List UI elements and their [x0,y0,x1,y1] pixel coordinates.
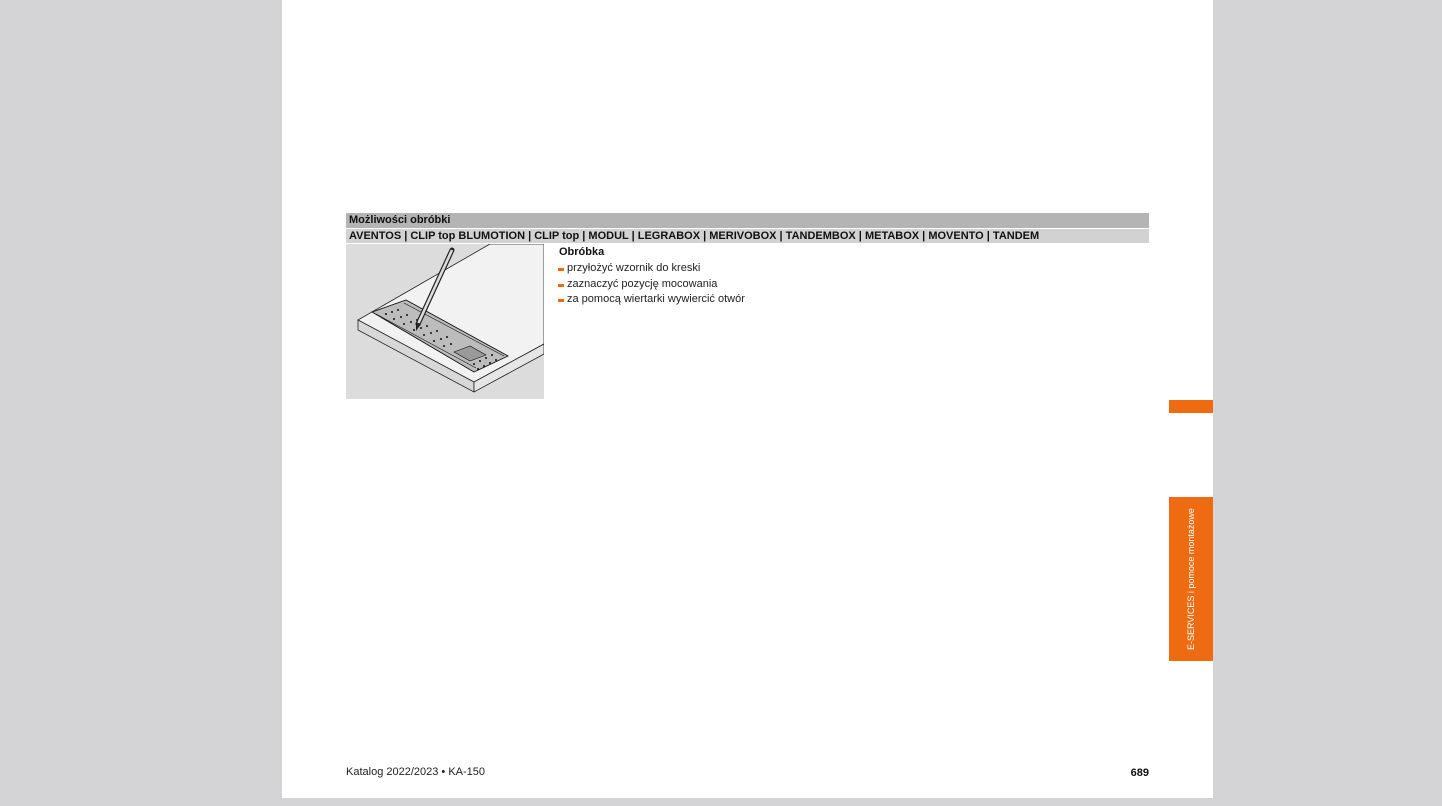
catalog-footer: Katalog 2022/2023 • KA-150 [346,766,486,778]
chapter-tab-label: E-SERVICES i pomoce montażowe [1186,508,1196,650]
step-text: przyłożyć wzornik do kreski [567,262,701,274]
step-text: zaznaczyć pozycję mocowania [567,277,718,290]
processing-title: Obróbka [559,246,605,258]
processing-instructions [558,245,1118,308]
dash-bullet-icon [558,284,564,287]
processing-steps [558,261,1118,308]
chapter-tab[interactable] [1169,497,1213,661]
section-title: Możliwości obróbki [346,213,1149,228]
dash-bullet-icon [558,299,564,302]
step-text: za pomocą wiertarki wywiercić otwór [567,293,745,305]
page-number: 689 [1130,767,1149,779]
catalog-page [282,0,1213,798]
drilling-template-illustration [346,244,544,399]
processing-step [558,277,1118,293]
processing-step [558,292,1118,308]
chapter-marker [1169,400,1213,413]
dash-bullet-icon [558,268,564,271]
processing-step [558,261,1118,277]
product-list: AVENTOS | CLIP top BLUMOTION | CLIP top | MODUL | LEGRABOX | MERIVOBOX | TANDEMBOX | METABOX | MOVENTO | TANDEM [346,229,1149,243]
